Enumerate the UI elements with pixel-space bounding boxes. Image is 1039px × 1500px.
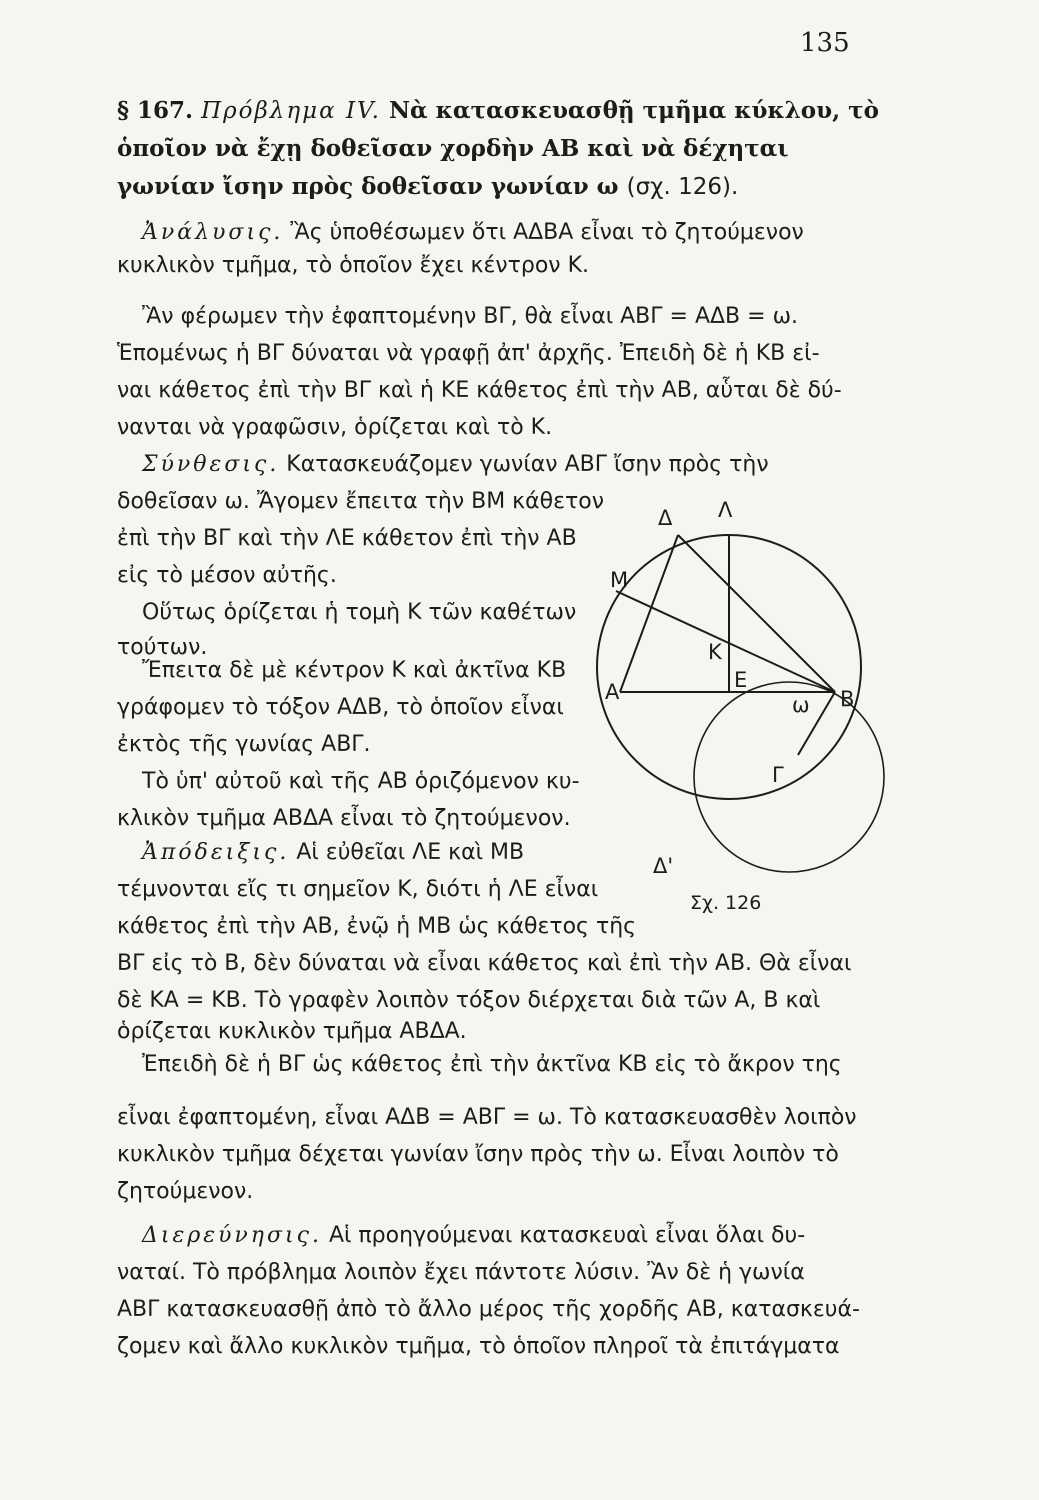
angle-omega: ω bbox=[792, 693, 810, 717]
text-line: Τὸ ὑπ' αὐτοῦ καὶ τῆς ΑΒ ὁριζόμενον κυ- bbox=[142, 769, 580, 794]
text-line: εἶναι ἐφαπτομένη, εἶναι ΑΔΒ = ΑΒΓ = ω. Τὸ κατασκευασθὲν λοιπὸν bbox=[117, 1105, 857, 1130]
line-delta-a bbox=[620, 535, 678, 692]
paragraph-label: Ἀνάλυσις. bbox=[142, 220, 284, 245]
text-line: γράφομεν τὸ τόξον ΑΔΒ, τὸ ὁποῖον εἶναι bbox=[117, 695, 564, 720]
text-line: ὁρίζεται κυκλικὸν τμῆμα ΑΒΔΑ. bbox=[117, 1019, 467, 1044]
geometry-diagram bbox=[596, 495, 886, 925]
text-line bbox=[142, 1221, 805, 1251]
text-line: ζητούμενον. bbox=[117, 1179, 254, 1204]
point-delta-prime: Δ' bbox=[653, 854, 674, 878]
text-line: ναταί. Τὸ πρόβλημα λοιπὸν ἔχει πάντοτε λύσιν. Ἂν δὲ ἡ γωνία bbox=[117, 1260, 805, 1285]
text-line: κυκλικὸν τμῆμα, τὸ ὁποῖον ἔχει κέντρον Κ. bbox=[117, 253, 590, 278]
point-a: Α bbox=[605, 680, 620, 704]
text-line bbox=[142, 838, 524, 868]
text-line: νανται νὰ γραφῶσιν, ὁρίζεται καὶ τὸ Κ. bbox=[117, 415, 553, 440]
paragraph-label: Σύνθεσις. bbox=[142, 452, 280, 477]
line-text: Αἱ εὐθεῖαι ΛΕ καὶ ΜΒ bbox=[289, 840, 525, 865]
text-line: ΒΓ εἰς τὸ Β, δὲν δύναται νὰ εἶναι κάθετος καὶ ἐπὶ τὴν ΑΒ. Θὰ εἶναι bbox=[117, 951, 852, 976]
line-text: Κατασκευάζομεν γωνίαν ΑΒΓ ἴσην πρὸς τὴν bbox=[279, 452, 769, 477]
text-line: κλικὸν τμῆμα ΑΒΔΑ εἶναι τὸ ζητούμενον. bbox=[117, 806, 571, 831]
text-line: ΑΒΓ κατασκευασθῇ ἀπὸ τὸ ἄλλο μέρος τῆς χορδῆς ΑΒ, κατασκευά- bbox=[117, 1297, 860, 1322]
point-gamma: Γ bbox=[772, 763, 784, 787]
point-lambda: Λ bbox=[718, 498, 733, 522]
point-b: Β bbox=[840, 687, 855, 711]
text-line: Ἂν φέρωμεν τὴν ἐφαπτομένην ΒΓ, θὰ εἶναι ΑΒΓ = ΑΔΒ = ω. bbox=[142, 304, 798, 329]
text-line: Ἐπειδὴ δὲ ἡ ΒΓ ὡς κάθετος ἐπὶ τὴν ἀκτῖνα ΚΒ εἰς τὸ ἄκρον της bbox=[142, 1052, 842, 1077]
text-line bbox=[142, 218, 804, 248]
text-line: ναι κάθετος ἐπὶ τὴν ΒΓ καὶ ἡ ΚΕ κάθετος ἐπὶ τὴν ΑΒ, αὗται δὲ δύ- bbox=[117, 378, 842, 403]
text-line: ζομεν καὶ ἄλλο κυκλικὸν τμῆμα, τὸ ὁποῖον πληροῖ τὰ ἐπιτάγματα bbox=[117, 1334, 840, 1359]
text-line: κάθετος ἐπὶ τὴν ΑΒ, ἐνῷ ἡ ΜΒ ὡς κάθετος τῆς bbox=[117, 914, 637, 939]
text-line: Ἔπειτα δὲ μὲ κέντρον Κ καὶ ἀκτῖνα ΚΒ bbox=[142, 658, 567, 683]
figure-caption: Σχ. 126 bbox=[690, 892, 762, 914]
line-delta-b bbox=[678, 535, 835, 692]
paragraph-label: Διερεύνησις. bbox=[142, 1223, 322, 1248]
point-e: Ε bbox=[734, 668, 748, 692]
text-line: Οὕτως ὁρίζεται ἡ τομὴ Κ τῶν καθέτων bbox=[142, 600, 577, 625]
text-line bbox=[142, 450, 769, 480]
problem-heading bbox=[117, 92, 887, 206]
point-delta: Δ bbox=[658, 506, 673, 530]
text-line: δοθεῖσαν ω. Ἄγομεν ἔπειτα τὴν ΒΜ κάθετον bbox=[117, 489, 604, 514]
line-mb bbox=[616, 591, 835, 692]
figure-126 bbox=[596, 495, 886, 925]
paragraph-label: Ἀπόδειξις. bbox=[142, 840, 290, 865]
page-number: 135 bbox=[800, 28, 850, 58]
figure-reference: (σχ. 126). bbox=[626, 174, 739, 200]
text-line: τούτων. bbox=[117, 635, 208, 660]
lower-circle-arc bbox=[694, 682, 884, 872]
text-line: δὲ ΚΑ = ΚΒ. Τὸ γραφὲν λοιπὸν τόξον διέρχεται διὰ τῶν Α, Β καὶ bbox=[117, 988, 821, 1013]
text-line: ἐπὶ τὴν ΒΓ καὶ τὴν ΛΕ κάθετον ἐπὶ τὴν ΑΒ bbox=[117, 526, 577, 551]
point-k: Κ bbox=[708, 640, 722, 664]
text-line: κυκλικὸν τμῆμα δέχεται γωνίαν ἴσην πρὸς τὴν ω. Εἶναι λοιπὸν τὸ bbox=[117, 1142, 839, 1167]
text-line: εἰς τὸ μέσον αὐτῆς. bbox=[117, 563, 337, 588]
line-text: Ἂς ὑποθέσωμεν ὅτι ΑΔΒΑ εἶναι τὸ ζητούμενον bbox=[283, 220, 804, 245]
text-line: Ἑπομένως ἡ ΒΓ δύναται νὰ γραφῇ ἀπ' ἀρχῆς. Ἐπειδὴ δὲ ἡ ΚΒ εἰ- bbox=[117, 341, 820, 366]
line-text: Αἱ προηγούμεναι κατασκευαὶ εἶναι ὅλαι δυ- bbox=[321, 1223, 806, 1248]
point-m: Μ bbox=[610, 568, 629, 592]
text-line: ἐκτὸς τῆς γωνίας ΑΒΓ. bbox=[117, 732, 371, 757]
problem-label: Πρόβλημα IV. bbox=[201, 98, 381, 124]
problem-statement: Νὰ κατασκευασθῇ τμῆμα κύκλου, τὸ ὁποῖον νὰ ἔχῃ δοθεῖσαν χορδὴν ΑΒ καὶ νὰ δέχηται γωνίαν ἴσην πρὸς δοθεῖσαν γωνίαν ω bbox=[117, 97, 879, 200]
text-line: τέμνονται εἴς τι σημεῖον Κ, διότι ἡ ΛΕ εἶναι bbox=[117, 877, 599, 902]
section-number: § 167. bbox=[117, 97, 194, 124]
